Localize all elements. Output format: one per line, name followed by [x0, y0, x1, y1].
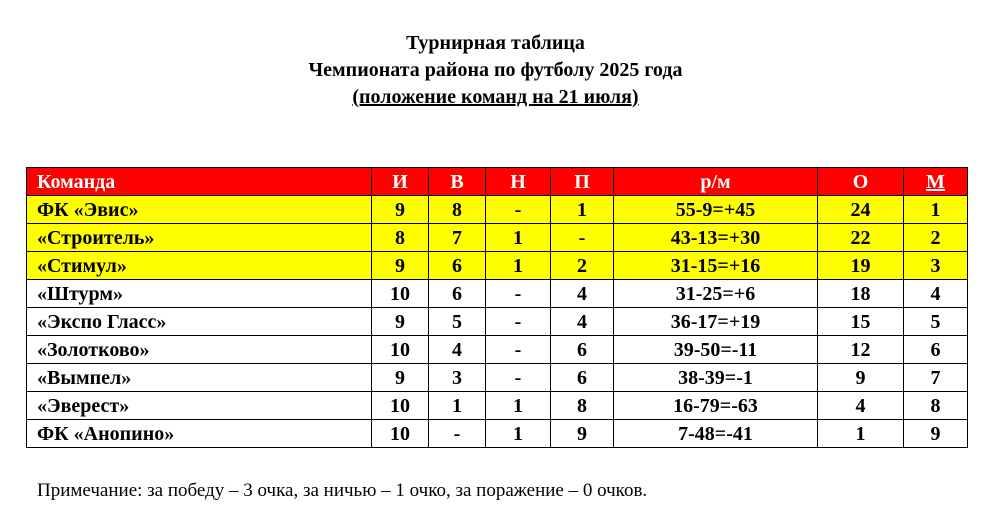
- title-line-2: Чемпионата района по футболу 2025 года: [308, 59, 683, 81]
- cell-points: 19: [818, 252, 904, 280]
- cell-losses: 1: [551, 196, 614, 224]
- cell-points: 1: [818, 420, 904, 448]
- cell-wins: 8: [429, 196, 486, 224]
- cell-team: ФК «Эвис»: [27, 196, 372, 224]
- cell-draws: -: [486, 196, 551, 224]
- page-title: [0, 30, 991, 111]
- cell-games: 8: [372, 224, 429, 252]
- cell-goals: 55-9=+45: [614, 196, 818, 224]
- table-row: [27, 252, 968, 280]
- cell-games: 9: [372, 364, 429, 392]
- cell-draws: -: [486, 308, 551, 336]
- cell-losses: 9: [551, 420, 614, 448]
- table-header-row: [27, 168, 968, 196]
- cell-place: 1: [904, 196, 968, 224]
- cell-draws: -: [486, 364, 551, 392]
- scoring-note: Примечание: за победу – 3 очка, за ничью – 1 очко, за поражение – 0 очков.: [37, 480, 648, 501]
- cell-draws: -: [486, 280, 551, 308]
- cell-points: 22: [818, 224, 904, 252]
- cell-place: 9: [904, 420, 968, 448]
- cell-games: 10: [372, 280, 429, 308]
- cell-points: 9: [818, 364, 904, 392]
- cell-place: 7: [904, 364, 968, 392]
- cell-goals: 39-50=-11: [614, 336, 818, 364]
- cell-losses: 6: [551, 364, 614, 392]
- cell-losses: -: [551, 224, 614, 252]
- cell-team: «Эверест»: [27, 392, 372, 420]
- cell-place: 6: [904, 336, 968, 364]
- cell-games: 9: [372, 252, 429, 280]
- header-points: О: [818, 168, 904, 196]
- cell-place: 5: [904, 308, 968, 336]
- cell-games: 10: [372, 392, 429, 420]
- header-place-label: М: [926, 170, 945, 193]
- cell-team: «Стимул»: [27, 252, 372, 280]
- standings-table: [26, 167, 968, 448]
- header-goals: р/м: [614, 168, 818, 196]
- table-row: [27, 224, 968, 252]
- cell-place: 2: [904, 224, 968, 252]
- cell-draws: 1: [486, 224, 551, 252]
- cell-draws: -: [486, 336, 551, 364]
- cell-team: «Строитель»: [27, 224, 372, 252]
- header-draws: Н: [486, 168, 551, 196]
- table-row: [27, 392, 968, 420]
- table-row: [27, 280, 968, 308]
- cell-goals: 7-48=-41: [614, 420, 818, 448]
- cell-wins: 4: [429, 336, 486, 364]
- cell-goals: 43-13=+30: [614, 224, 818, 252]
- title-line-1: Турнирная таблица: [406, 32, 585, 54]
- cell-draws: 1: [486, 252, 551, 280]
- cell-goals: 38-39=-1: [614, 364, 818, 392]
- cell-losses: 4: [551, 308, 614, 336]
- cell-place: 4: [904, 280, 968, 308]
- cell-team: «Вымпел»: [27, 364, 372, 392]
- cell-losses: 6: [551, 336, 614, 364]
- header-losses: П: [551, 168, 614, 196]
- table-row: [27, 420, 968, 448]
- cell-goals: 31-25=+6: [614, 280, 818, 308]
- cell-games: 10: [372, 336, 429, 364]
- table-row: [27, 364, 968, 392]
- cell-games: 9: [372, 196, 429, 224]
- cell-wins: 6: [429, 280, 486, 308]
- cell-team: «Экспо Гласс»: [27, 308, 372, 336]
- table-row: [27, 336, 968, 364]
- header-wins: В: [429, 168, 486, 196]
- cell-team: «Золотково»: [27, 336, 372, 364]
- header-place: [904, 168, 968, 196]
- cell-wins: 7: [429, 224, 486, 252]
- cell-place: 3: [904, 252, 968, 280]
- cell-wins: -: [429, 420, 486, 448]
- cell-goals: 16-79=-63: [614, 392, 818, 420]
- cell-team: «Штурм»: [27, 280, 372, 308]
- cell-draws: 1: [486, 392, 551, 420]
- cell-points: 15: [818, 308, 904, 336]
- cell-losses: 4: [551, 280, 614, 308]
- cell-team: ФК «Анопино»: [27, 420, 372, 448]
- title-line-3: (положение команд на 21 июля): [352, 86, 639, 108]
- cell-games: 10: [372, 420, 429, 448]
- cell-games: 9: [372, 308, 429, 336]
- cell-points: 12: [818, 336, 904, 364]
- header-games: И: [372, 168, 429, 196]
- cell-place: 8: [904, 392, 968, 420]
- cell-points: 24: [818, 196, 904, 224]
- table-row: [27, 196, 968, 224]
- cell-goals: 36-17=+19: [614, 308, 818, 336]
- cell-draws: 1: [486, 420, 551, 448]
- cell-wins: 5: [429, 308, 486, 336]
- cell-losses: 8: [551, 392, 614, 420]
- header-team: Команда: [27, 168, 372, 196]
- cell-wins: 1: [429, 392, 486, 420]
- cell-wins: 6: [429, 252, 486, 280]
- cell-points: 4: [818, 392, 904, 420]
- cell-points: 18: [818, 280, 904, 308]
- table-row: [27, 308, 968, 336]
- cell-losses: 2: [551, 252, 614, 280]
- cell-wins: 3: [429, 364, 486, 392]
- cell-goals: 31-15=+16: [614, 252, 818, 280]
